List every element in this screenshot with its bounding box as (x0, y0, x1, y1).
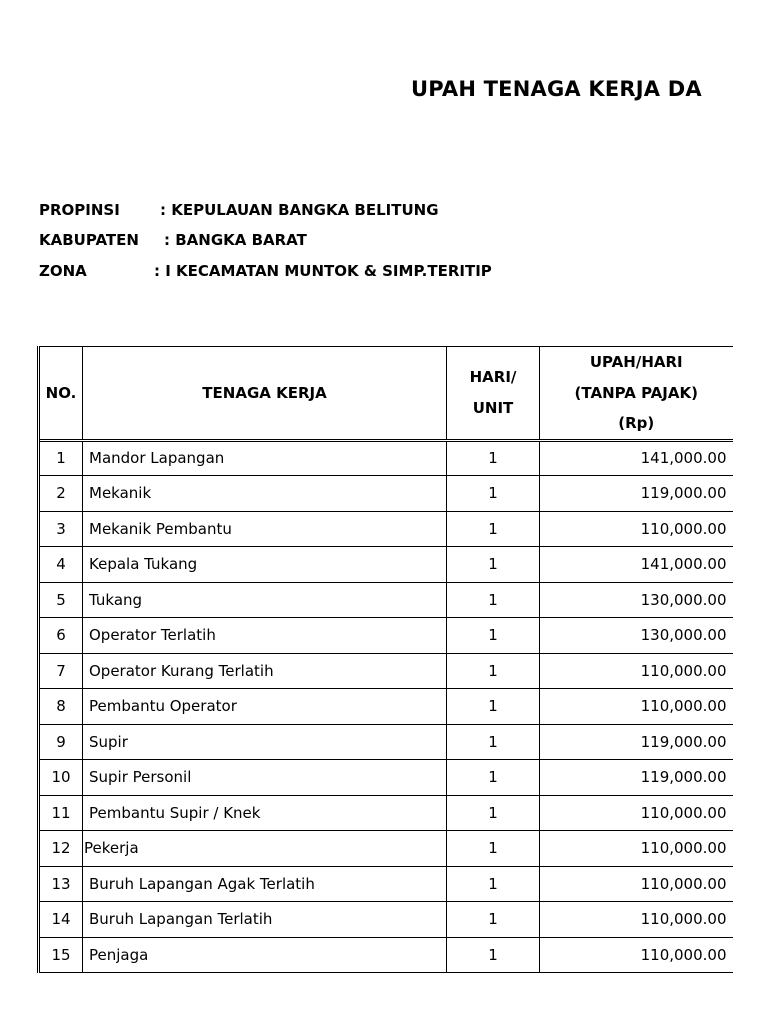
row-hari-unit: 1 (447, 440, 540, 476)
document-title: UPAH TENAGA KERJA DA (411, 77, 702, 101)
row-hari-unit: 1 (447, 618, 540, 654)
row-number: 5 (39, 582, 83, 618)
row-number: 12 (39, 831, 83, 867)
row-number: 1 (39, 440, 83, 476)
table-row (39, 795, 733, 831)
table-header-row (39, 347, 733, 441)
row-upah-hari: 110,000.00 (540, 902, 733, 938)
zona-label: ZONA (39, 262, 87, 280)
row-upah-hari: 119,000.00 (540, 476, 733, 512)
row-hari-unit: 1 (447, 760, 540, 796)
propinsi-value: : KEPULAUAN BANGKA BELITUNG (160, 201, 439, 219)
header-upah-line2: (TANPA PAJAK) (574, 383, 698, 402)
row-upah-hari: 110,000.00 (540, 653, 733, 689)
row-hari-unit: 1 (447, 547, 540, 583)
table-row (39, 831, 733, 867)
row-upah-hari: 110,000.00 (540, 866, 733, 902)
zona-value: : I KECAMATAN MUNTOK & SIMP.TERITIP (154, 262, 492, 280)
row-number: 14 (39, 902, 83, 938)
table-row (39, 440, 733, 476)
row-number: 13 (39, 866, 83, 902)
table-row (39, 689, 733, 725)
row-hari-unit: 1 (447, 689, 540, 725)
table-row (39, 511, 733, 547)
row-number: 10 (39, 760, 83, 796)
labour-wage-table (37, 346, 733, 973)
row-upah-hari: 119,000.00 (540, 760, 733, 796)
header-no: NO. (39, 347, 83, 441)
header-hari-line1: HARI/ (469, 368, 517, 387)
header-tenaga-kerja: TENAGA KERJA (83, 347, 447, 441)
row-tenaga-kerja: Pekerja (83, 831, 447, 867)
row-tenaga-kerja: Mekanik (83, 476, 447, 512)
table-row (39, 582, 733, 618)
table-row (39, 618, 733, 654)
table-row (39, 760, 733, 796)
table-row (39, 902, 733, 938)
row-number: 6 (39, 618, 83, 654)
table-row (39, 476, 733, 512)
row-tenaga-kerja: Mekanik Pembantu (83, 511, 447, 547)
row-tenaga-kerja: Operator Terlatih (83, 618, 447, 654)
table-row (39, 653, 733, 689)
row-upah-hari: 119,000.00 (540, 724, 733, 760)
row-upah-hari: 130,000.00 (540, 582, 733, 618)
row-tenaga-kerja: Operator Kurang Terlatih (83, 653, 447, 689)
row-tenaga-kerja: Penjaga (83, 937, 447, 973)
row-hari-unit: 1 (447, 653, 540, 689)
row-hari-unit: 1 (447, 582, 540, 618)
row-tenaga-kerja: Pembantu Operator (83, 689, 447, 725)
row-hari-unit: 1 (447, 831, 540, 867)
header-upah-line1: UPAH/HARI (589, 353, 683, 371)
row-hari-unit: 1 (447, 476, 540, 512)
row-upah-hari: 110,000.00 (540, 689, 733, 725)
row-upah-hari: 110,000.00 (540, 511, 733, 547)
row-tenaga-kerja: Buruh Lapangan Terlatih (83, 902, 447, 938)
row-tenaga-kerja: Supir Personil (83, 760, 447, 796)
row-number: 3 (39, 511, 83, 547)
row-hari-unit: 1 (447, 902, 540, 938)
row-number: 11 (39, 795, 83, 831)
row-number: 2 (39, 476, 83, 512)
header-hari-line2: UNIT (472, 398, 514, 417)
row-number: 15 (39, 937, 83, 973)
row-number: 8 (39, 689, 83, 725)
row-tenaga-kerja: Pembantu Supir / Knek (83, 795, 447, 831)
row-tenaga-kerja: Buruh Lapangan Agak Terlatih (83, 866, 447, 902)
row-hari-unit: 1 (447, 866, 540, 902)
kabupaten-label: KABUPATEN (39, 231, 139, 249)
row-tenaga-kerja: Kepala Tukang (83, 547, 447, 583)
row-hari-unit: 1 (447, 724, 540, 760)
header-upah-hari (540, 347, 733, 441)
table-row (39, 547, 733, 583)
row-upah-hari: 110,000.00 (540, 831, 733, 867)
table-row (39, 724, 733, 760)
row-tenaga-kerja: Supir (83, 724, 447, 760)
row-tenaga-kerja: Mandor Lapangan (83, 440, 447, 476)
row-hari-unit: 1 (447, 937, 540, 973)
row-upah-hari: 130,000.00 (540, 618, 733, 654)
header-upah-line3: (Rp) (618, 414, 655, 432)
row-hari-unit: 1 (447, 511, 540, 547)
table-row (39, 866, 733, 902)
row-upah-hari: 141,000.00 (540, 547, 733, 583)
row-number: 7 (39, 653, 83, 689)
row-number: 4 (39, 547, 83, 583)
row-upah-hari: 141,000.00 (540, 440, 733, 476)
row-hari-unit: 1 (447, 795, 540, 831)
kabupaten-value: : BANGKA BARAT (164, 231, 307, 249)
header-hari-unit (447, 347, 540, 441)
row-upah-hari: 110,000.00 (540, 937, 733, 973)
row-upah-hari: 110,000.00 (540, 795, 733, 831)
row-tenaga-kerja: Tukang (83, 582, 447, 618)
table-row (39, 937, 733, 973)
row-number: 9 (39, 724, 83, 760)
propinsi-label: PROPINSI (39, 201, 120, 219)
